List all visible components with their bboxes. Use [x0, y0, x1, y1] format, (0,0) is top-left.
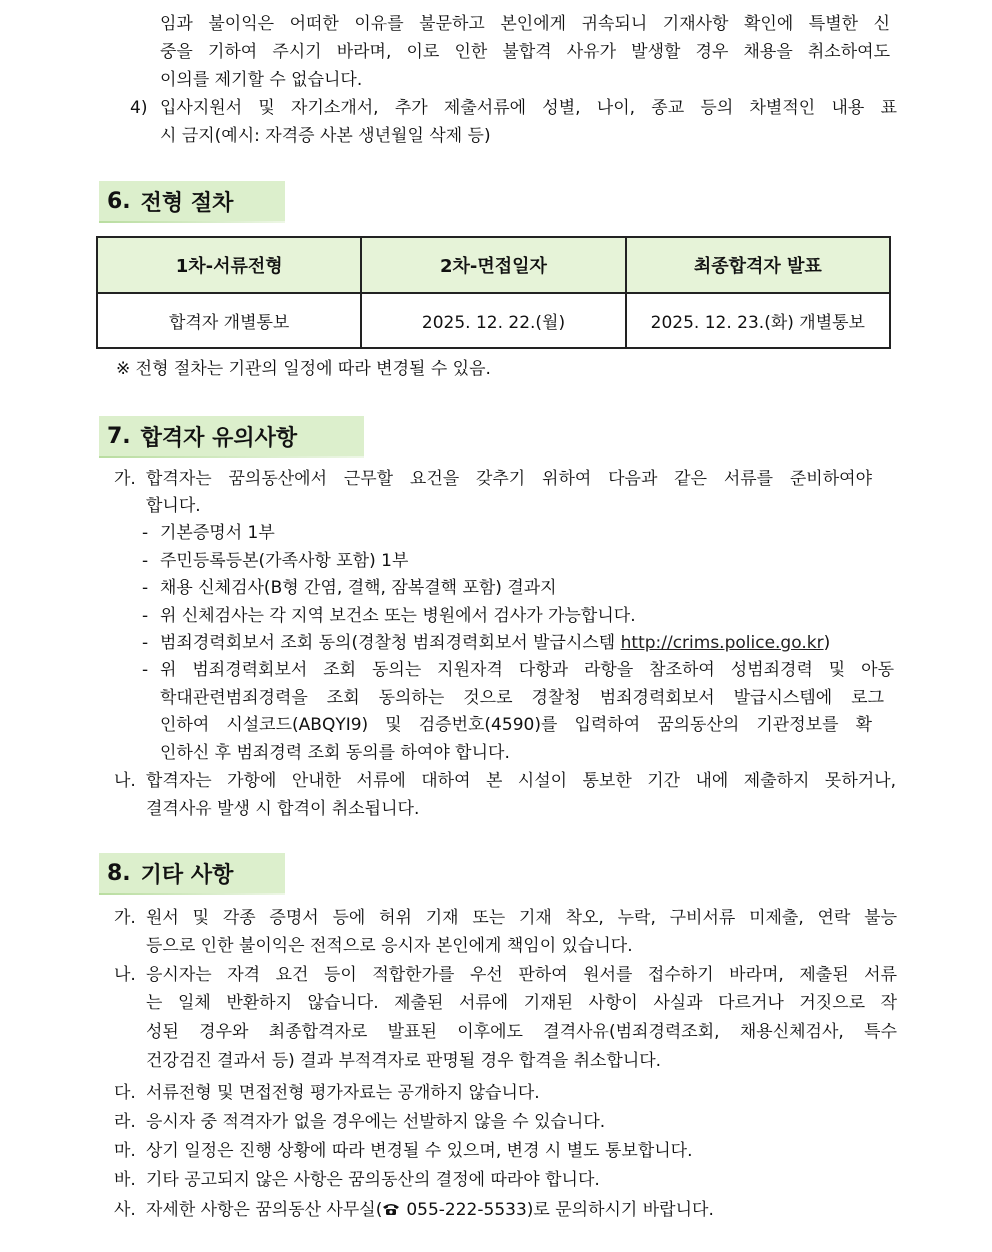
- s7-ga-line-1: 합격자는 꿈의동산에서 근무할 요건을 갖추기 위하여 다음과 같은 서류를 준비하여야: [146, 469, 872, 489]
- item-label: 바.: [114, 1170, 136, 1190]
- table-header-row: [97, 237, 890, 293]
- list-item-cont: 인하신 후 범죄경력 조회 동의를 하여야 합니다.: [160, 743, 510, 763]
- dash-bullet: -: [142, 606, 149, 626]
- section7-number: 7.: [107, 423, 131, 449]
- section6-number: 6.: [107, 188, 131, 214]
- s8-sa: [146, 1198, 714, 1222]
- item-label: 사.: [114, 1200, 136, 1220]
- item4-number: 4): [130, 98, 148, 118]
- list-item: 위 신체검사는 각 지역 보건소 또는 병원에서 검사가 가능합니다.: [160, 606, 636, 626]
- s8-ba: 기타 공고되지 않은 사항은 꿈의동산의 결정에 따라야 합니다.: [146, 1170, 600, 1190]
- item4-line-2: 시 금지(예시: 자격증 사본 생년월일 삭제 등): [160, 126, 491, 146]
- intro-line-2: 중을 기하여 주시기 바라며, 이로 인한 불합격 사유가 발생할 경우 채용을 취소하여도: [160, 42, 890, 62]
- list-item: 채용 신체검사(B형 간염, 결핵, 잠복결핵 포함) 결과지: [160, 578, 557, 598]
- s8-da: 서류전형 및 면접전형 평가자료는 공개하지 않습니다.: [146, 1083, 540, 1103]
- table-header-cell: 최종합격자 발표: [626, 237, 890, 293]
- item-label: 나.: [114, 771, 136, 791]
- dash-bullet: -: [142, 523, 149, 543]
- section7-heading: [99, 416, 364, 456]
- s8-na-line-4: 건강검진 결과서 등) 결과 부적격자로 판명될 경우 합격을 취소합니다.: [146, 1051, 662, 1071]
- item-label: 나.: [114, 965, 136, 985]
- s8-na-line-1: 응시자는 자격 요건 등이 적합한가를 우선 판하여 원서를 접수하기 바라며, 제출된 서류: [146, 965, 897, 985]
- crims-text-end: ): [823, 633, 831, 653]
- s8-ga-line-2: 등으로 인한 불이익은 전적으로 응시자 본인에게 책임이 있습니다.: [146, 936, 633, 956]
- s7-ga-line-2: 합니다.: [146, 496, 201, 516]
- section8-heading: [99, 853, 285, 893]
- contact-text-end: )로 문의하시기 바랍니다.: [526, 1200, 714, 1220]
- item-label: 마.: [114, 1141, 136, 1161]
- item-label: 다.: [114, 1083, 136, 1103]
- dash-bullet: -: [142, 633, 149, 653]
- item-label: 가.: [114, 469, 136, 489]
- crims-text: 범죄경력회보서 조회 동의(경찰청 범죄경력회보서 발급시스템: [160, 633, 621, 653]
- list-item-cont: 인하여 시설코드(ABQYI9) 및 검증번호(4590)를 입력하여 꿈의동산의 기관정보를 확: [160, 715, 872, 735]
- dash-bullet: -: [142, 660, 149, 680]
- item-label: 가.: [114, 908, 136, 928]
- contact-text: 자세한 사항은 꿈의동산 사무실(: [146, 1200, 383, 1220]
- intro-line-1: 임과 불이익은 어떠한 이유를 불문하고 본인에게 귀속되니 기재사항 확인에 특별한 신: [160, 14, 890, 34]
- table-header-cell: 2차-면접일자: [361, 237, 625, 293]
- intro-line-3: 이의를 제기할 수 없습니다.: [160, 70, 363, 90]
- item-label: 라.: [114, 1112, 136, 1132]
- list-item-cont: 학대관련범죄경력을 조회 동의하는 것으로 경찰청 범죄경력회보서 발급시스템에 로그: [160, 688, 884, 708]
- crims-link[interactable]: http://crims.police.go.kr: [620, 633, 824, 653]
- s8-ma: 상기 일정은 진행 상황에 따라 변경될 수 있으며, 변경 시 별도 통보합니다.: [146, 1141, 693, 1161]
- table-cell: 2025. 12. 23.(화) 개별통보: [626, 293, 890, 348]
- s7-na-line-2: 결격사유 발생 시 합격이 취소됩니다.: [146, 799, 420, 819]
- s8-ga-line-1: 원서 및 각종 증명서 등에 허위 기재 또는 기재 착오, 누락, 구비서류 미제출, 연락 불능: [146, 908, 897, 928]
- selection-process-table: [96, 236, 891, 349]
- list-item: 위 범죄경력회보서 조회 동의는 지원자격 다항과 라항을 참조하여 성범죄경력 및 아동: [160, 660, 894, 680]
- list-item: 기본증명서 1부: [160, 523, 275, 543]
- s7-na-line-1: 합격자는 가항에 안내한 서류에 대하여 본 시설이 통보한 기간 내에 제출하지 못하거나,: [146, 771, 896, 791]
- section6-heading: [99, 181, 285, 221]
- section8-number: 8.: [107, 860, 131, 886]
- section8-title: 기타 사항: [140, 862, 234, 888]
- process-note: ※ 전형 절차는 기관의 일정에 따라 변경될 수 있음.: [116, 359, 491, 379]
- section6-title: 전형 절차: [140, 190, 234, 216]
- s8-na-line-3: 성된 경우와 최종합격자로 발표된 이후에도 결격사유(범죄경력조회, 채용신체검사, 특수: [146, 1022, 897, 1042]
- contact-phone: 055-222-5533: [406, 1200, 527, 1220]
- dash-bullet: -: [142, 551, 149, 571]
- table-cell: 합격자 개별통보: [97, 293, 361, 348]
- s8-ra: 응시자 중 적격자가 없을 경우에는 선발하지 않을 수 있습니다.: [146, 1112, 606, 1132]
- table-row: [97, 293, 890, 348]
- phone-icon: [382, 1199, 400, 1213]
- table-cell: 2025. 12. 22.(월): [361, 293, 625, 348]
- list-item: 주민등록등본(가족사항 포함) 1부: [160, 551, 409, 571]
- list-item: [160, 631, 830, 655]
- dash-bullet: -: [142, 578, 149, 598]
- s8-na-line-2: 는 일체 반환하지 않습니다. 제출된 서류에 기재된 사항이 사실과 다르거나 거짓으로 작: [146, 993, 897, 1013]
- section7-title: 합격자 유의사항: [140, 425, 298, 451]
- item4-line-1: 입사지원서 및 자기소개서, 추가 제출서류에 성별, 나이, 종교 등의 차별적인 내용 표: [160, 98, 897, 118]
- table-header-cell: 1차-서류전형: [97, 237, 361, 293]
